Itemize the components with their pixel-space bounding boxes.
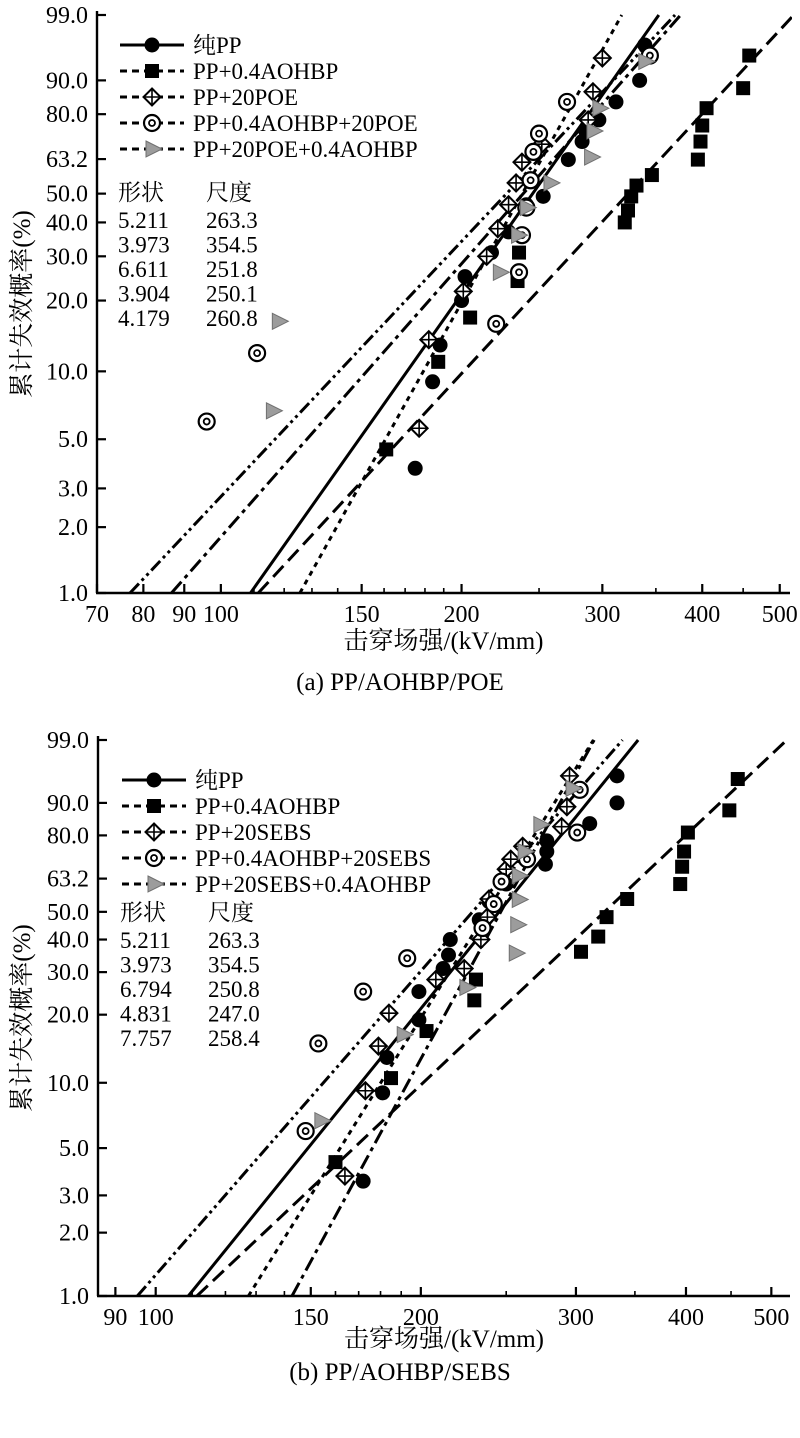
fit-table-shape-value: 6.794 xyxy=(120,977,172,1002)
y-tick-label: 1.0 xyxy=(59,1284,89,1310)
legend-item xyxy=(122,846,431,871)
fit-table-scale-value: 247.0 xyxy=(208,1001,260,1027)
y-tick-label: 30.0 xyxy=(46,244,88,271)
y-tick-label: 5.0 xyxy=(59,1136,89,1163)
legend-label: PP+0.4AOHBP+20POE xyxy=(193,111,418,136)
x-tick-label: 400 xyxy=(684,602,721,628)
y-axis-label: 累计失效概率(%) xyxy=(9,210,36,398)
x-tick-label: 90 xyxy=(172,602,197,628)
y-tick-label: 3.0 xyxy=(58,476,88,503)
legend-item xyxy=(120,33,242,58)
y-tick-label: 3.0 xyxy=(59,1183,89,1210)
legend-item xyxy=(122,820,312,845)
legend-item xyxy=(120,111,418,136)
x-tick-label: 500 xyxy=(761,602,798,628)
legend-item xyxy=(120,59,338,84)
x-tick-label: 300 xyxy=(584,602,621,628)
legend-item xyxy=(120,137,418,162)
legend-label: 纯PP xyxy=(193,33,242,58)
y-tick-label: 63.2 xyxy=(46,147,88,174)
weibull-chart-a-block xyxy=(0,0,800,698)
legend-label: PP+0.4AOHBP xyxy=(193,59,339,84)
fit-table-scale-value: 354.5 xyxy=(206,232,258,258)
fit-table-shape-value: 5.211 xyxy=(120,928,171,953)
legend-label: PP+20SEBS+0.4AOHBP xyxy=(195,872,432,897)
fit-table-header-scale: 尺度 xyxy=(208,900,254,925)
weibull-chart-b-canvas xyxy=(0,698,800,1358)
y-tick-label: 99.0 xyxy=(46,3,88,29)
fit-table-scale-value: 250.8 xyxy=(208,977,260,1002)
y-tick-label: 90.0 xyxy=(47,790,89,817)
fit-table-shape-value: 5.211 xyxy=(118,208,169,233)
legend-item xyxy=(122,872,431,897)
chart-a-caption: (a) PP/AOHBP/POE xyxy=(296,669,504,696)
x-tick-label: 200 xyxy=(443,602,480,628)
fit-table-header-shape: 形状 xyxy=(118,180,164,205)
fit-table-header-scale: 尺度 xyxy=(206,180,252,205)
fit-table-scale-value: 263.3 xyxy=(206,208,258,233)
y-tick-label: 2.0 xyxy=(59,1220,89,1247)
x-tick-label: 150 xyxy=(343,602,380,628)
fit-table-b xyxy=(120,900,260,1051)
y-tick-label: 20.0 xyxy=(46,288,88,315)
chart-b-caption: (b) PP/AOHBP/SEBS xyxy=(289,1359,511,1386)
y-tick-label: 30.0 xyxy=(47,960,89,987)
x-tick-label: 200 xyxy=(402,1305,439,1331)
y-tick-label: 80.0 xyxy=(47,823,89,850)
fit-table-a xyxy=(118,180,258,331)
fit-table-scale-value: 258.4 xyxy=(208,1026,260,1051)
fit-table-shape-value: 3.973 xyxy=(120,952,172,978)
y-tick-label: 40.0 xyxy=(46,210,88,237)
legend-item xyxy=(120,85,298,110)
fit-table-shape-value: 3.973 xyxy=(118,232,170,258)
y-tick-label: 50.0 xyxy=(46,181,88,208)
x-tick-label: 80 xyxy=(131,602,156,628)
legend-label: PP+20POE+0.4AOHBP xyxy=(193,137,418,162)
fit-table-shape-value: 3.904 xyxy=(118,281,170,307)
fit-table-header-shape: 形状 xyxy=(120,900,166,925)
y-tick-label: 90.0 xyxy=(46,68,88,95)
fit-table-scale-value: 260.8 xyxy=(206,306,258,331)
y-tick-label: 20.0 xyxy=(47,1002,89,1029)
y-tick-label: 10.0 xyxy=(46,359,88,386)
x-tick-label: 90 xyxy=(103,1305,128,1331)
weibull-chart-a-canvas xyxy=(0,0,800,668)
legend-label: PP+0.4AOHBP xyxy=(195,794,341,819)
fit-table-shape-value: 7.757 xyxy=(120,1026,172,1051)
fit-line xyxy=(250,15,658,593)
x-axis-label: 击穿场强/(kV/mm) xyxy=(343,628,544,655)
legend-a xyxy=(120,33,418,162)
legend-item xyxy=(122,794,340,819)
x-tick-label: 500 xyxy=(753,1305,790,1331)
fit-table-scale-value: 250.1 xyxy=(206,281,258,307)
series-points-filled-circle xyxy=(408,37,653,475)
y-axis-label: 累计失效概率(%) xyxy=(9,924,36,1112)
fit-table-shape-value: 4.831 xyxy=(120,1001,172,1027)
series-points-gray-triangle-right xyxy=(266,53,654,418)
y-tick-label: 99.0 xyxy=(47,728,89,754)
fit-table-shape-value: 6.611 xyxy=(118,257,169,282)
x-axis-label: 击穿场强/(kV/mm) xyxy=(344,1326,544,1353)
fit-table-scale-value: 354.5 xyxy=(208,952,260,978)
y-tick-label: 80.0 xyxy=(46,102,88,129)
y-tick-label: 63.2 xyxy=(47,866,89,893)
legend-item xyxy=(122,768,244,793)
legend-label: PP+0.4AOHBP+20SEBS xyxy=(195,846,432,871)
y-tick-label: 40.0 xyxy=(47,927,89,954)
fit-table-shape-value: 4.179 xyxy=(118,306,170,331)
series-points-open-diamond-cross xyxy=(336,767,578,1184)
x-tick-label: 400 xyxy=(667,1305,704,1331)
legend-b xyxy=(122,768,431,897)
legend-label: PP+20POE xyxy=(193,85,299,110)
x-tick-label: 150 xyxy=(292,1305,329,1331)
x-tick-label: 100 xyxy=(202,602,239,628)
y-tick-label: 5.0 xyxy=(58,427,88,454)
fit-table-scale-value: 251.8 xyxy=(206,257,258,282)
y-tick-label: 10.0 xyxy=(47,1070,89,1097)
x-tick-label: 300 xyxy=(557,1305,594,1331)
fit-table-scale-value: 263.3 xyxy=(208,928,260,953)
weibull-chart-b-block xyxy=(0,698,800,1388)
legend-label: PP+20SEBS xyxy=(195,820,312,845)
y-tick-label: 50.0 xyxy=(47,899,89,926)
y-tick-label: 2.0 xyxy=(58,515,88,542)
x-tick-label: 70 xyxy=(85,602,109,628)
x-tick-label: 100 xyxy=(137,1305,174,1331)
y-tick-label: 1.0 xyxy=(58,581,88,607)
legend-label: 纯PP xyxy=(195,768,244,793)
